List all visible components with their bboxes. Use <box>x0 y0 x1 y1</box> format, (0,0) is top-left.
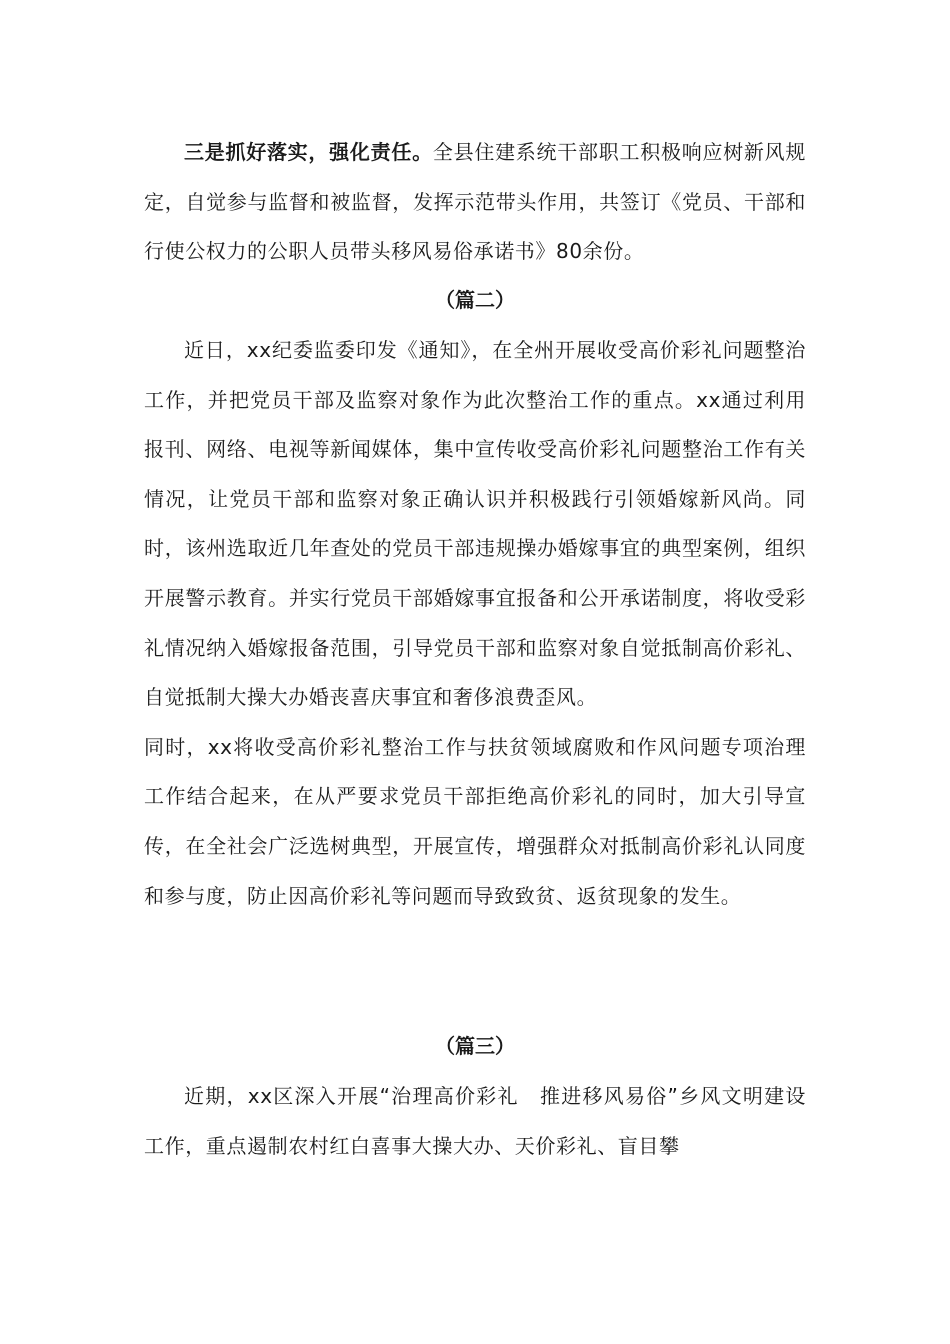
section-one <box>144 128 806 277</box>
section-two-heading: （篇二） <box>435 288 515 312</box>
section-two-paragraph-1: 近日，xx纪委监委印发《通知》，在全州开展收受高价彩礼问题整治工作，并把党员干部及监察对象作为此次整治工作的重点。xx通过利用报刊、网络、电视等新闻媒体，集中宣传收受高价彩礼问题整治工作有关情况，让党员干部和监察对象正确认识并积极践行引领婚嫁新风尚。同时，该州选取近几年查处的党员干部违规操办婚嫁事宜的典型案例，组织开展警示教育。并实行党员干部婚嫁事宜报备和公开承诺制度，将收受彩礼情况纳入婚嫁报备范围，引导党员干部和监察对象自觉抵制高价彩礼、自觉抵制大操大办婚丧喜庆事宜和奢侈浪费歪风。 <box>144 338 806 710</box>
section-three <box>144 1072 806 1171</box>
section-three-paragraph-1: 近期，xx区深入开展“治理高价彩礼 推进移风易俗”乡风文明建设工作，重点遏制农村红白喜事大操大办、天价彩礼、盲目攀 <box>144 1084 806 1158</box>
section-one-lead-text: 全县住建系统干部职工积极响应树新风规定，自觉参与监督和被监督，发挥示范带头作用，共签订《党员、干部和行使公权力的公职人员带头移风易俗承诺书》80余份。 <box>144 140 806 264</box>
section-three-heading: （篇三） <box>435 1034 515 1058</box>
section-one-paragraph <box>144 128 806 277</box>
section-one-lead-bold: 三是抓好落实，强化责任。 <box>184 140 433 164</box>
section-two-paragraph-2: 同时，xx将收受高价彩礼整治工作与扶贫领域腐败和作风问题专项治理工作结合起来，在从严要求党员干部拒绝高价彩礼的同时，加大引导宣传，在全社会广泛选树典型，开展宣传，增强群众对抵制高价彩礼认同度和参与度，防止因高价彩礼等问题而导致致贫、返贫现象的发生。 <box>144 734 806 908</box>
section-two <box>144 326 806 921</box>
